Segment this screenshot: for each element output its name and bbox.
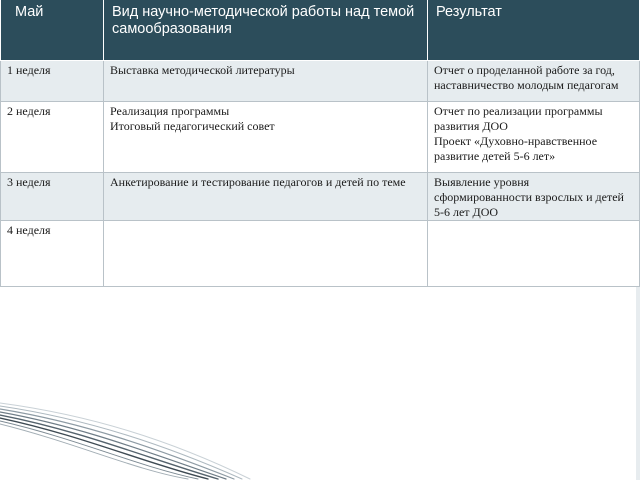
header-result: Результат bbox=[428, 0, 640, 61]
result-line: Отчет по реализации программы bbox=[434, 104, 603, 118]
result-cell bbox=[428, 221, 640, 287]
result-line: сформированности взрослых и детей bbox=[434, 190, 624, 204]
result-line: развития ДОО bbox=[434, 119, 508, 133]
table-row bbox=[1, 102, 640, 173]
week-cell: 4 неделя bbox=[1, 221, 104, 287]
work-line: Реализация программы bbox=[110, 104, 230, 118]
header-work-type: Вид научно-методической работы над темой самообразования bbox=[104, 0, 428, 61]
week-cell: 3 неделя bbox=[1, 173, 104, 221]
result-line: Выявление уровня bbox=[434, 175, 530, 189]
work-line: Анкетирование и тестирование педагогов и детей по теме bbox=[110, 175, 406, 189]
wave-line bbox=[0, 418, 208, 479]
work-line: Итоговый педагогический совет bbox=[110, 119, 275, 133]
table-row bbox=[1, 221, 640, 287]
table-row bbox=[1, 61, 640, 102]
work-cell bbox=[104, 61, 428, 102]
work-cell bbox=[104, 102, 428, 173]
result-cell bbox=[428, 102, 640, 173]
week-cell: 1 неделя bbox=[1, 61, 104, 102]
result-cell bbox=[428, 173, 640, 221]
work-cell bbox=[104, 221, 428, 287]
week-cell: 2 неделя bbox=[1, 102, 104, 173]
header-month: Май bbox=[1, 0, 104, 61]
decorative-wave-lines bbox=[0, 395, 640, 480]
table-header-row bbox=[1, 0, 640, 61]
table-row bbox=[1, 173, 640, 221]
result-line: Проект «Духовно-нравственное bbox=[434, 134, 598, 148]
result-line: Отчет о проделанной работе за год, bbox=[434, 63, 615, 77]
wave-line bbox=[0, 421, 198, 479]
result-cell bbox=[428, 61, 640, 102]
work-cell bbox=[104, 173, 428, 221]
wave-line bbox=[0, 415, 218, 479]
result-line: наставничество молодым педагогам bbox=[434, 78, 619, 92]
wave-line bbox=[0, 403, 250, 479]
result-line: 5-6 лет ДОО bbox=[434, 205, 499, 219]
result-line: развитие детей 5-6 лет» bbox=[434, 149, 556, 163]
work-line: Выставка методической литературы bbox=[110, 63, 295, 77]
